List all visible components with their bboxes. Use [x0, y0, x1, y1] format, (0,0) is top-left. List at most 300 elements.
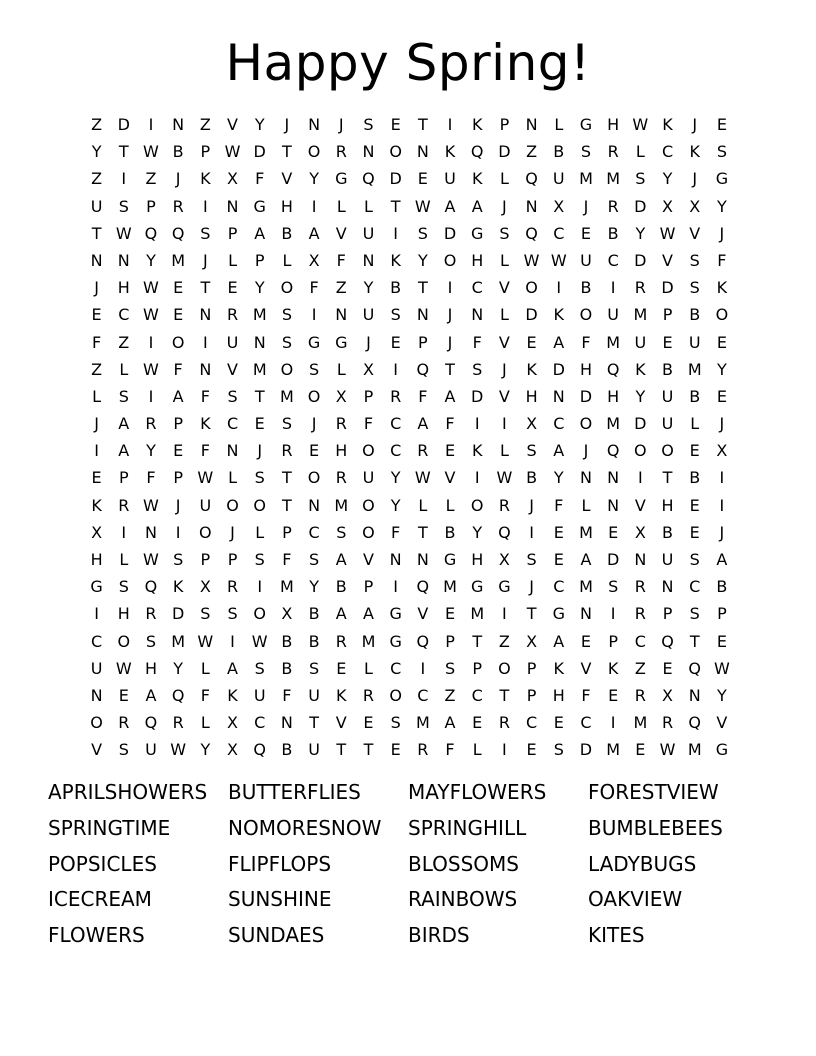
grid-cell: N [335, 305, 348, 325]
grid-cell: E [716, 631, 727, 651]
grid-cell: X [335, 386, 347, 406]
grid-cell: U [634, 332, 647, 352]
grid-cell: S [309, 550, 320, 569]
grid-cell: K [390, 250, 401, 270]
grid-cell: Y [363, 278, 374, 298]
grid-cell: C [471, 278, 483, 298]
grid-cell: U [199, 495, 212, 515]
grid-cell: X [716, 441, 728, 461]
grid-cell: I [502, 604, 507, 624]
grid-cell: S [336, 522, 347, 542]
grid-cell: Z [444, 685, 456, 705]
grid-cell: A [172, 386, 184, 406]
grid-cell: T [417, 278, 428, 298]
grid-cell: E [363, 713, 374, 733]
grid-cell: S [716, 142, 727, 162]
grid-cell: N [579, 468, 592, 488]
grid-cell: H [144, 658, 157, 678]
grid-cell: P [227, 550, 238, 569]
grid-cell: M [579, 577, 593, 597]
grid-cell: R [362, 685, 375, 705]
grid-cell: G [471, 223, 484, 243]
grid-cell: G [498, 577, 511, 597]
grid-cell: Q [171, 685, 185, 705]
grid-cell: T [363, 740, 374, 760]
grid-cell: S [254, 468, 265, 488]
grid-cell: T [200, 278, 211, 298]
grid-row [83, 437, 736, 464]
grid-cell: L [690, 414, 700, 434]
grid-cell: W [115, 658, 132, 678]
grid-cell: P [717, 604, 727, 624]
grid-cell: K [689, 142, 700, 162]
grid-cell: T [118, 142, 129, 162]
grid-cell: E [526, 740, 537, 760]
grid-cell: W [143, 305, 159, 325]
grid-cell: U [226, 332, 239, 352]
grid-cell: V [227, 115, 238, 134]
grid-cell: A [118, 441, 130, 461]
word-list-item: MAYFLOWERS [408, 780, 547, 804]
grid-cell: P [363, 577, 374, 597]
grid-cell: N [416, 550, 429, 569]
grid-cell: O [253, 495, 267, 515]
grid-cell: E [173, 278, 184, 298]
grid-cell: A [335, 550, 347, 569]
grid-cell: E [553, 713, 564, 733]
grid-cell: D [443, 223, 457, 243]
grid-cell: X [498, 550, 510, 569]
grid-cell: C [634, 631, 646, 651]
grid-cell: P [472, 658, 483, 678]
grid-cell: X [662, 685, 674, 705]
grid-cell: B [607, 223, 619, 243]
grid-cell: G [471, 577, 484, 597]
grid-cell: O [199, 522, 212, 542]
grid-cell: I [610, 604, 616, 624]
grid-cell: I [719, 495, 725, 515]
grid-cell: P [200, 142, 211, 162]
grid-row [83, 682, 736, 709]
grid-cell: E [716, 386, 727, 406]
grid-cell: O [90, 713, 103, 733]
grid-cell: R [417, 740, 429, 760]
grid-cell: E [227, 278, 238, 298]
grid-cell: H [471, 550, 484, 569]
grid-cell: S [118, 577, 129, 597]
grid-cell: Z [91, 169, 103, 189]
grid-cell: E [91, 305, 102, 325]
grid-cell: C [661, 142, 674, 162]
grid-cell: K [444, 142, 456, 162]
grid-row [83, 573, 736, 600]
grid-cell: M [252, 305, 267, 325]
grid-cell: E [689, 522, 700, 542]
grid-cell: T [662, 468, 673, 488]
grid-cell: T [472, 631, 483, 651]
grid-cell: O [253, 604, 267, 624]
grid-cell: L [472, 740, 482, 760]
grid-cell: Q [688, 658, 702, 678]
grid-cell: R [118, 495, 130, 515]
grid-cell: I [502, 414, 507, 434]
grid-cell: Q [661, 631, 674, 651]
grid-cell: S [526, 550, 537, 569]
grid-cell: K [227, 685, 238, 705]
grid-cell: H [335, 441, 348, 461]
grid-cell: R [634, 278, 646, 298]
grid-cell: I [393, 359, 399, 379]
grid-cell: A [444, 386, 456, 406]
grid-cell: O [280, 359, 294, 379]
grid-cell: I [393, 223, 399, 243]
grid-cell: W [713, 658, 730, 678]
grid-cell: W [659, 223, 676, 243]
grid-cell: J [719, 522, 725, 542]
grid-cell: H [661, 495, 674, 515]
grid-cell: J [257, 441, 263, 461]
grid-row [83, 600, 736, 627]
word-list-item: POPSICLES [48, 851, 157, 876]
grid-cell: G [715, 740, 729, 760]
grid-cell: R [172, 713, 184, 733]
grid-cell: E [580, 631, 592, 651]
grid-cell: O [498, 658, 511, 678]
grid-cell: L [119, 359, 129, 379]
grid-cell: E [689, 495, 700, 515]
grid-cell: Y [417, 250, 428, 270]
grid-cell: J [447, 332, 453, 352]
grid-cell: O [362, 441, 375, 461]
grid-cell: I [502, 740, 507, 760]
grid-cell: S [526, 441, 537, 461]
grid-cell: S [281, 305, 292, 325]
grid-cell: C [553, 577, 565, 597]
grid-cell: W [143, 495, 159, 515]
grid-cell: F [554, 495, 564, 515]
grid-cell: C [390, 414, 402, 434]
grid-cell: F [581, 332, 591, 352]
grid-cell: X [227, 713, 239, 733]
grid-cell: R [498, 495, 510, 515]
grid-cell: N [226, 441, 239, 461]
grid-cell: L [364, 658, 373, 678]
grid-cell: J [529, 577, 534, 597]
grid-cell: G [335, 169, 348, 189]
grid-cell: C [553, 414, 565, 434]
grid-cell: M [579, 522, 593, 542]
grid-cell: S [635, 169, 646, 189]
grid-cell: I [420, 658, 426, 678]
grid-cell: I [148, 386, 154, 406]
grid-cell: F [445, 414, 455, 434]
grid-cell: V [662, 250, 673, 270]
grid-cell: L [228, 468, 237, 488]
grid-cell: O [362, 495, 375, 515]
grid-cell: M [171, 250, 186, 270]
grid-cell: U [444, 169, 456, 189]
grid-cell: E [118, 685, 129, 705]
grid-cell: E [526, 332, 537, 352]
grid-cell: R [634, 685, 646, 705]
grid-cell: U [145, 740, 157, 760]
grid-cell: S [254, 658, 265, 678]
grid-cell: I [474, 414, 480, 434]
grid-cell: R [607, 196, 619, 216]
grid-cell: D [634, 196, 647, 216]
grid-row [83, 356, 736, 383]
grid-cell: H [607, 115, 620, 134]
grid-cell: I [610, 713, 616, 733]
grid-cell: T [417, 115, 428, 134]
grid-cell: A [145, 685, 157, 705]
grid-cell: V [498, 332, 510, 352]
grid-cell: P [418, 332, 428, 352]
grid-cell: V [227, 359, 238, 379]
grid-cell: B [308, 631, 320, 651]
grid-cell: B [716, 577, 728, 597]
grid-cell: E [716, 332, 727, 352]
grid-cell: R [390, 386, 402, 406]
grid-cell: B [662, 359, 674, 379]
grid-cell: N [362, 142, 375, 162]
grid-cell: J [366, 332, 371, 352]
grid-cell: N [90, 685, 103, 705]
grid-cell: A [580, 550, 592, 569]
grid-cell: K [471, 115, 483, 134]
grid-cell: G [307, 332, 321, 352]
grid-cell: R [335, 468, 347, 488]
grid-row [83, 193, 736, 220]
grid-cell: X [634, 522, 646, 542]
grid-cell: F [173, 359, 183, 379]
grid-cell: B [390, 278, 402, 298]
grid-cell: Y [635, 386, 646, 406]
grid-row [83, 111, 736, 138]
grid-cell: H [117, 278, 130, 298]
grid-cell: G [90, 577, 103, 597]
grid-cell: K [471, 441, 483, 461]
grid-cell: F [255, 169, 265, 189]
grid-cell: F [445, 740, 455, 760]
grid-cell: A [553, 631, 565, 651]
grid-cell: V [580, 658, 592, 678]
grid-cell: J [692, 169, 698, 189]
grid-cell: V [362, 550, 374, 569]
grid-cell: C [607, 250, 619, 270]
grid-cell: F [200, 386, 210, 406]
grid-cell: S [472, 359, 483, 379]
grid-cell: V [281, 169, 293, 189]
grid-cell: I [121, 522, 127, 542]
grid-cell: Q [144, 223, 158, 243]
grid-cell: M [415, 713, 430, 733]
grid-cell: X [553, 196, 565, 216]
grid-cell: V [91, 740, 103, 760]
grid-cell: I [447, 115, 453, 134]
word-list-item: SPRINGHILL [408, 815, 527, 840]
grid-row [83, 329, 736, 356]
grid-cell: V [417, 604, 429, 624]
word-list-item: BLOSSOMS [408, 851, 519, 876]
grid-cell: K [200, 169, 211, 189]
grid-cell: E [444, 604, 456, 624]
word-list-item: FORESTVIEW [588, 780, 719, 804]
grid-cell: T [689, 631, 700, 651]
grid-cell: E [91, 468, 102, 488]
grid-cell: K [553, 658, 565, 678]
grid-cell: F [391, 522, 401, 542]
grid-cell: G [443, 550, 457, 569]
grid-row [83, 464, 736, 491]
grid-cell: Q [416, 359, 430, 379]
grid-cell: D [552, 359, 565, 379]
grid-cell: Q [416, 577, 430, 597]
grid-cell: E [173, 441, 184, 461]
grid-cell: B [689, 468, 701, 488]
grid-cell: N [579, 604, 592, 624]
grid-cell: L [418, 495, 428, 515]
grid-cell: N [525, 115, 538, 134]
grid-cell: U [552, 169, 565, 189]
grid-cell: X [662, 196, 674, 216]
grid-row [83, 383, 736, 410]
grid-cell: G [335, 332, 348, 352]
grid-cell: B [335, 577, 347, 597]
grid-cell: R [661, 713, 674, 733]
grid-cell: O [579, 414, 593, 434]
grid-cell: J [175, 169, 181, 189]
grid-cell: W [115, 223, 132, 243]
grid-cell: O [525, 278, 538, 298]
grid-cell: N [607, 468, 620, 488]
grid-cell: G [579, 115, 593, 134]
grid-cell: T [499, 685, 510, 705]
grid-cell: S [145, 631, 157, 651]
grid-cell: I [447, 278, 453, 298]
grid-cell: I [230, 631, 235, 651]
grid-cell: L [255, 522, 265, 542]
grid-cell: M [171, 631, 186, 651]
grid-cell: U [661, 414, 674, 434]
grid-cell: R [335, 631, 347, 651]
grid-cell: I [202, 196, 208, 216]
grid-row [83, 709, 736, 736]
word-list-item: BUTTERFLIES [228, 780, 361, 804]
grid-cell: N [416, 142, 429, 162]
grid-cell: I [94, 441, 99, 461]
grid-cell: K [607, 658, 619, 678]
grid-cell: N [199, 305, 212, 325]
grid-cell: S [309, 359, 320, 379]
grid-cell: Y [390, 495, 401, 515]
grid-cell: H [607, 386, 620, 406]
grid-cell: W [414, 468, 431, 488]
grid-cell: D [661, 278, 674, 298]
grid-cell: H [579, 359, 592, 379]
grid-cell: R [335, 142, 347, 162]
grid-cell: N [226, 196, 239, 216]
grid-cell: T [417, 522, 428, 542]
grid-cell: K [172, 577, 184, 597]
grid-cell: P [662, 604, 673, 624]
grid-cell: I [311, 196, 317, 216]
grid-cell: Z [335, 278, 347, 298]
grid-cell: W [197, 468, 214, 488]
grid-cell: J [719, 414, 725, 434]
grid-cell: Y [553, 468, 564, 488]
grid-cell: R [634, 604, 646, 624]
grid-cell: Y [254, 278, 265, 298]
grid-cell: A [335, 604, 347, 624]
grid-cell: D [634, 250, 647, 270]
grid-cell: S [608, 577, 619, 597]
grid-cell: F [336, 250, 346, 270]
grid-cell: B [444, 522, 456, 542]
grid-cell: T [336, 740, 347, 760]
grid-cell: O [226, 495, 239, 515]
grid-cell: Q [144, 713, 158, 733]
grid-cell: J [583, 441, 589, 461]
grid-cell: S [227, 604, 238, 624]
grid-cell: O [171, 332, 185, 352]
grid-cell: F [418, 386, 428, 406]
grid-cell: E [390, 332, 401, 352]
grid-cell: Z [199, 115, 211, 134]
grid-row [83, 165, 736, 192]
grid-cell: U [90, 658, 103, 678]
grid-cell: W [170, 740, 187, 760]
grid-cell: S [580, 142, 592, 162]
grid-cell: Q [688, 713, 702, 733]
grid-cell: C [471, 685, 483, 705]
grid-cell: O [634, 441, 647, 461]
grid-cell: W [414, 196, 431, 216]
grid-cell: Q [498, 522, 511, 542]
grid-cell: W [143, 142, 159, 162]
grid-cell: N [688, 685, 701, 705]
grid-cell: H [552, 685, 565, 705]
grid-cell: P [363, 386, 374, 406]
grid-cell: E [635, 740, 646, 760]
grid-cell: L [635, 142, 645, 162]
grid-cell: S [309, 658, 320, 678]
grid-cell: J [447, 305, 453, 325]
grid-cell: Z [498, 631, 510, 651]
grid-cell: I [556, 278, 562, 298]
grid-cell: U [661, 550, 674, 569]
grid-row [83, 247, 736, 274]
grid-cell: H [471, 250, 484, 270]
grid-cell: S [254, 550, 265, 569]
grid-cell: Y [717, 359, 727, 379]
grid-cell: A [471, 196, 483, 216]
puzzle-title: Happy Spring! [225, 34, 591, 92]
grid-cell: B [281, 631, 293, 651]
word-list-item: FLIPFLOPS [228, 851, 332, 876]
grid-cell: R [145, 414, 157, 434]
grid-cell: O [307, 468, 321, 488]
grid-cell: Y [717, 196, 727, 216]
grid-row [83, 492, 736, 519]
grid-cell: J [311, 414, 317, 434]
grid-cell: K [471, 169, 483, 189]
grid-cell: E [472, 713, 483, 733]
grid-cell: G [552, 604, 565, 624]
grid-cell: L [200, 713, 210, 733]
grid-cell: T [390, 196, 401, 216]
grid-cell: V [716, 713, 728, 733]
